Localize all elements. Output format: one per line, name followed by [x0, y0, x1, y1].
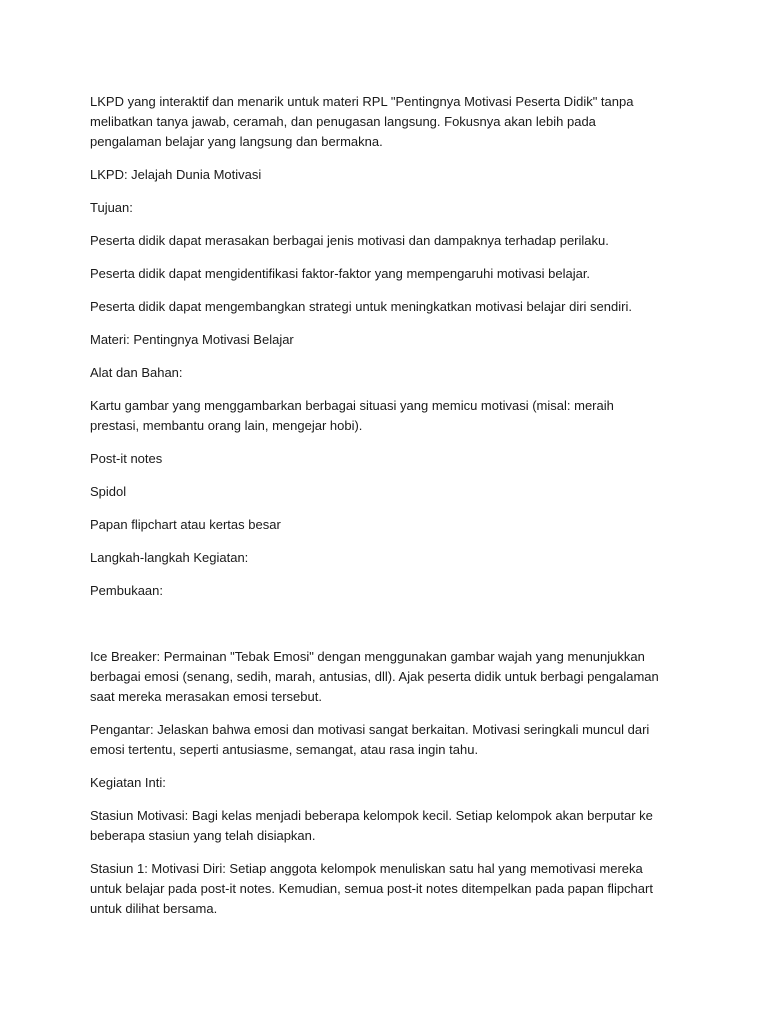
- objective-item: Peserta didik dapat mengidentifikasi faktor-faktor yang mempengaruhi motivasi belajar.: [90, 266, 591, 281]
- step-paragraph: Stasiun 1: Motivasi Diri: Setiap anggota kelompok menuliskan satu hal yang memotivasi mereka untuk belajar pada post-it notes. Kemudian, semua post-it notes ditempelkan pada papan flipchart untuk dilihat bersama.: [90, 861, 653, 916]
- objective-item: Peserta didik dapat merasakan berbagai jenis motivasi dan dampaknya terhadap perilaku.: [90, 233, 609, 248]
- document-body: [90, 92, 662, 932]
- section-heading-langkah: Langkah-langkah Kegiatan:: [90, 550, 249, 565]
- step-paragraph: Stasiun Motivasi: Bagi kelas menjadi beberapa kelompok kecil. Setiap kelompok akan berputar ke beberapa stasiun yang telah disiapkan.: [90, 808, 653, 843]
- section-heading-kegiatan-inti: Kegiatan Inti:: [90, 775, 166, 790]
- section-heading-alat-bahan: Alat dan Bahan:: [90, 365, 183, 380]
- step-paragraph: Ice Breaker: Permainan "Tebak Emosi" dengan menggunakan gambar wajah yang menunjukkan berbagai emosi (senang, sedih, marah, antusias, dll). Ajak peserta didik untuk berbagi pengalaman saat mereka merasakan emosi tersebut.: [90, 649, 659, 704]
- material-item: Spidol: [90, 484, 127, 499]
- lkpd-title: LKPD: Jelajah Dunia Motivasi: [90, 167, 262, 182]
- intro-paragraph: LKPD yang interaktif dan menarik untuk materi RPL "Pentingnya Motivasi Peserta Didik" tanpa melibatkan tanya jawab, ceramah, dan penugasan langsung. Fokusnya akan lebih pada pengalaman belajar yang langsung dan bermakna.: [90, 94, 634, 149]
- section-heading-tujuan: Tujuan:: [90, 200, 133, 215]
- material-item: Kartu gambar yang menggambarkan berbagai situasi yang memicu motivasi (misal: meraih prestasi, membantu orang lain, mengejar hobi).: [90, 398, 614, 433]
- blank-line: [90, 614, 662, 647]
- material-item: Papan flipchart atau kertas besar: [90, 517, 281, 532]
- materi-line: Materi: Pentingnya Motivasi Belajar: [90, 332, 294, 347]
- step-paragraph: Pengantar: Jelaskan bahwa emosi dan motivasi sangat berkaitan. Motivasi seringkali muncul dari emosi tertentu, seperti antusiasme, semangat, atau rasa ingin tahu.: [90, 722, 650, 757]
- section-heading-pembukaan: Pembukaan:: [90, 583, 163, 598]
- objective-item: Peserta didik dapat mengembangkan strategi untuk meningkatkan motivasi belajar diri sendiri.: [90, 299, 632, 314]
- material-item: Post-it notes: [90, 451, 163, 466]
